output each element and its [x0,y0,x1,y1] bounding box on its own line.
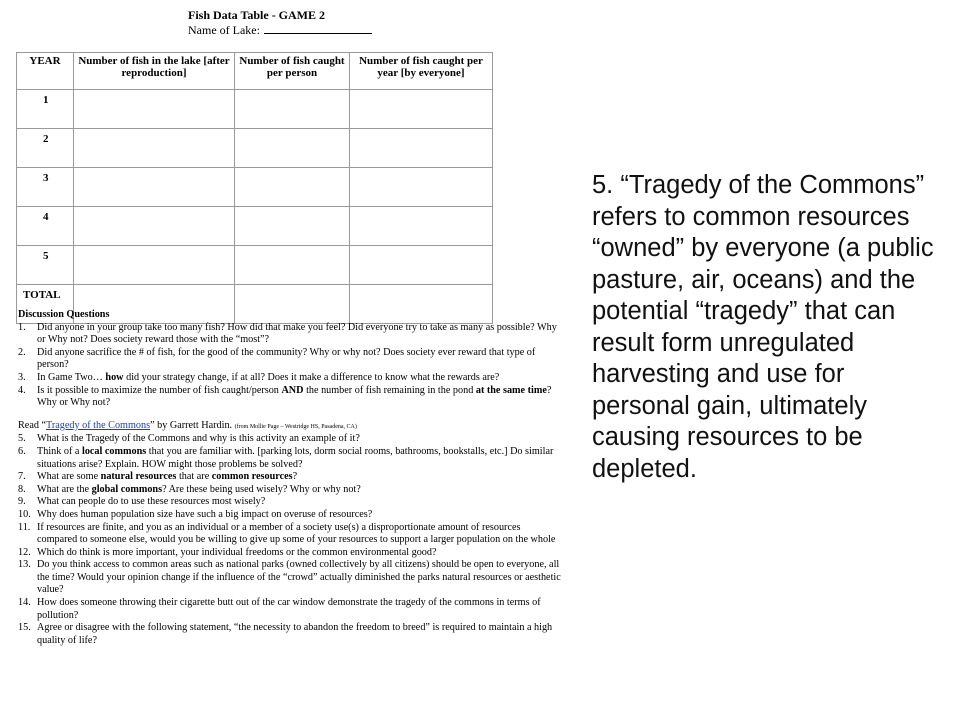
question-item [18,496,563,509]
empty-cell [235,90,350,129]
question-text: Agree or disagree with the following statement, “the necessity to abandon the freedom to breed” is required to maintain a high quality of life? [37,622,553,646]
question-number: 8. [18,483,26,495]
question-text: Think of a local commons that you are familiar with. [parking lots, dorm social rooms, bathrooms, bookstalls, etc.] Do similar situations arise? Explain. HOW might those problems be solved? [37,445,554,470]
lake-name-blank [264,23,372,34]
question-item [18,597,563,622]
empty-cell [235,129,350,168]
read-prefix: Read “ [18,419,47,431]
empty-cell [350,168,493,207]
question-number: 13. [18,559,31,571]
question-item [18,559,563,597]
empty-cell [235,207,350,246]
table-row [17,129,493,168]
question-item [18,385,563,410]
question-number: 10. [18,508,31,520]
question-text: If resources are finite, and you as an individual or a member of a society use(s) a disproportionate amount of resources compared to someone else, would you be willing to give up some of your resources to support a larger population on the whole [37,521,556,546]
question-item [18,446,563,471]
reading-assignment [18,420,563,434]
fish-data-table [16,52,493,324]
header-fish-per-year: Number of fish caught per year [by everyone] [350,53,493,90]
question-item [18,433,563,446]
empty-cell [74,246,235,285]
question-number: 7. [18,471,26,483]
lake-name-field [188,23,372,38]
question-number: 2. [18,346,26,358]
question-item [18,484,563,497]
question-item [18,509,563,522]
question-number: 5. [18,433,26,445]
empty-cell [74,129,235,168]
total-cell: TOTAL [17,285,74,324]
year-cell: 5 [17,246,74,285]
question-text: How does someone throwing their cigarette butt out of the car window demonstrate the tragedy of the commons in terms of pollution? [37,597,541,621]
question-number: 15. [18,622,31,634]
question-text: Do you think access to common areas such as national parks (owned collectively by all citizens) should be open to everyone, all the time? Would your opinion change if the influence of the “crowd” actually diminished the parks natural resources or aesthetic value? [37,559,561,596]
header-year: YEAR [17,53,74,90]
empty-cell [74,207,235,246]
question-item [18,372,563,385]
slide-body-text: 5. “Tragedy of the Commons” refers to common resources “owned” by everyone (a public pasture, air, oceans) and the potential “tragedy” that can result form unregulated harvesting and use for personal gain, ultimately causing resources to be depleted. [592,171,934,483]
question-item [18,522,563,547]
read-suffix: ” by Garrett Hardin. [150,419,233,431]
question-number: 14. [18,597,31,609]
empty-cell [74,90,235,129]
empty-cell [350,246,493,285]
year-cell: 4 [17,207,74,246]
question-number: 9. [18,496,26,508]
question-item [18,322,563,347]
table-row [17,168,493,207]
lake-name-label: Name of Lake: [188,23,260,37]
header-fish-in-lake: Number of fish in the lake [after reproduction] [74,53,235,90]
question-text: What is the Tragedy of the Commons and why is this activity an example of it? [37,433,360,445]
question-text: What are the global commons? Are these being used wisely? Why or why not? [37,483,361,495]
question-text: What can people do to use these resources most wisely? [37,496,266,508]
empty-cell [350,129,493,168]
year-cell: 3 [17,168,74,207]
discussion-questions [18,309,563,647]
worksheet-title: Fish Data Table - GAME 2 [188,8,326,22]
question-number: 3. [18,371,26,383]
question-text: Is it possible to maximize the number of fish caught/person AND the number of fish remaining in the pond at the same time? Why or Why not? [37,384,552,409]
empty-cell [350,207,493,246]
question-list [18,433,563,647]
reading-link[interactable]: Tragedy of the Commons [46,419,151,431]
empty-cell [235,246,350,285]
empty-cell [235,168,350,207]
question-text: In Game Two… how did your strategy change, if at all? Does it make a difference to know what the rewards are? [37,371,500,383]
table-header-row [17,53,493,90]
question-number: 1. [18,321,26,333]
header-fish-per-person: Number of fish caught per person [235,53,350,90]
question-item [18,471,563,484]
year-cell: 1 [17,90,74,129]
question-number: 4. [18,384,26,396]
empty-cell [350,90,493,129]
question-item [18,622,563,647]
table-row [17,207,493,246]
question-text: Which do think is more important, your individual freedoms or the common environmental good? [37,546,437,558]
question-number: 6. [18,445,26,457]
question-item [18,547,563,560]
question-text: What are some natural resources that are common resources? [37,471,298,483]
question-number: 11. [18,521,31,533]
discussion-heading: Discussion Questions [18,309,110,320]
question-text: Did anyone in your group take too many fish? How did that make you feel? Did everyone try to take as many as possible? Why or Why not? Does society reward those with the “most”? [37,321,557,346]
table-row [17,90,493,129]
question-number: 12. [18,546,31,558]
empty-cell [74,168,235,207]
table-row [17,246,493,285]
question-list [18,322,563,410]
question-text: Why does human population size have such a big impact on overuse of resources? [37,508,373,520]
question-item [18,347,563,372]
year-cell: 2 [17,129,74,168]
question-text: Did anyone sacrifice the # of fish, for the good of the community? Why or why not? Does society ever reward that type of person? [37,346,536,371]
reading-source: (from Mollie Page – Westridge HS, Pasadena, CA) [234,423,357,430]
